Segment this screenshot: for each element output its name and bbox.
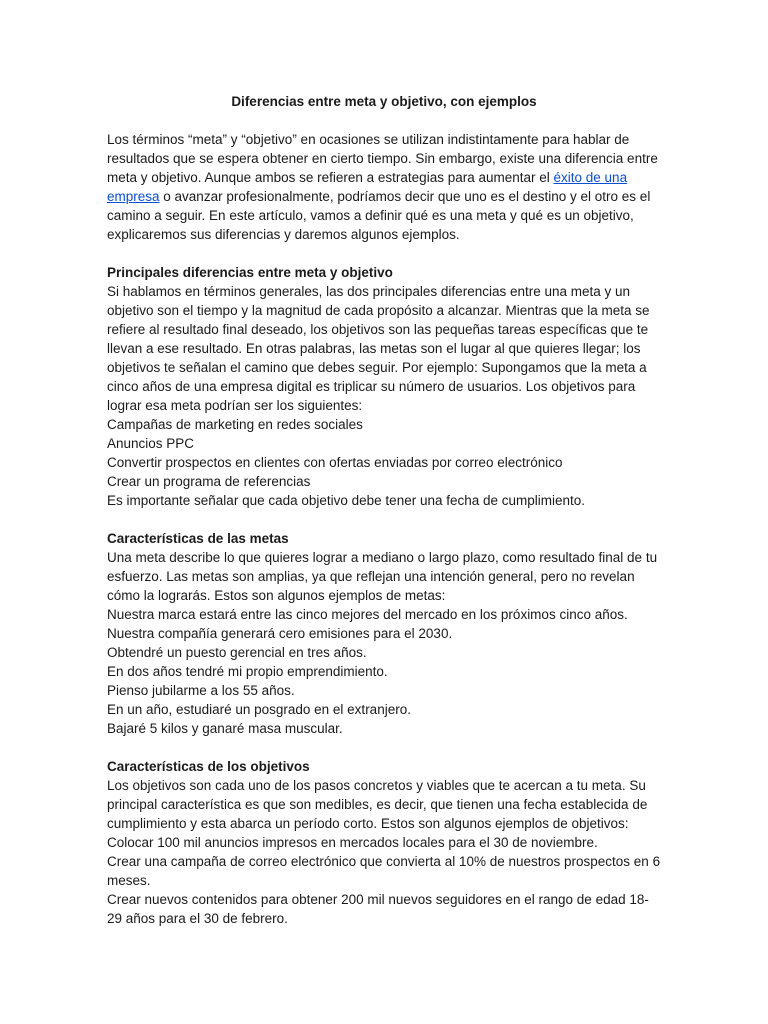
list-item: Nuestra marca estará entre las cinco mejores del mercado en los próximos cinco años.	[107, 607, 628, 622]
list-item: Pienso jubilarme a los 55 años.	[107, 683, 295, 698]
section-paragraph-goals: Una meta describe lo que quieres lograr a mediano o largo plazo, como resultado final de tu esfuerzo. Las metas son amplias, ya que reflejan una intención general, pero no revelan cómo la lograrás. Estos son algunos ejemplos de metas:	[107, 550, 658, 603]
list-item: Convertir prospectos en clientes con ofertas enviadas por correo electrónico	[107, 455, 563, 470]
list-item: En dos años tendré mi propio emprendimiento.	[107, 664, 388, 679]
document-page	[107, 92, 661, 928]
intro-text-before-link: Los términos “meta” y “objetivo” en ocasiones se utilizan indistintamente para hablar de resultados que se espera obtener en cierto tiempo. Sin embargo, existe una diferencia entre meta y objetivo. Aunque ambos se refieren a estrategias para aumentar el	[107, 132, 658, 185]
document-title: Diferencias entre meta y objetivo, con ejemplos	[231, 94, 537, 109]
list-item: Crear nuevos contenidos para obtener 200 mil nuevos seguidores en el rango de edad 18-29 años para el 30 de febrero.	[107, 892, 649, 926]
list-item: En un año, estudiaré un posgrado en el extranjero.	[107, 702, 411, 717]
list-item: Anuncios PPC	[107, 436, 195, 451]
list-item: Campañas de marketing en redes sociales	[107, 417, 363, 432]
section-differences	[107, 263, 661, 510]
section-heading-differences: Principales diferencias entre meta y objetivo	[107, 265, 393, 280]
list-item: Bajaré 5 kilos y ganaré masa muscular.	[107, 721, 343, 736]
list-item: Nuestra compañía generará cero emisiones para el 2030.	[107, 626, 453, 641]
section-heading-goals: Características de las metas	[107, 531, 289, 546]
list-item: Crear una campaña de correo electrónico que convierta al 10% de nuestros prospectos en 6 meses.	[107, 854, 661, 888]
section-paragraph-objectives: Los objetivos son cada uno de los pasos concretos y viables que te acercan a tu meta. Su principal característica es que son medibles, es decir, que tienen una fecha establecida de cumplimiento y esta abarca un período corto. Estos son algunos ejemplos de objetivos:	[107, 778, 648, 831]
exito-empresa-link[interactable]: éxito de una empresa	[107, 170, 628, 204]
intro-paragraph	[107, 130, 661, 244]
section-heading-objectives: Características de los objetivos	[107, 759, 310, 774]
list-item: Obtendré un puesto gerencial en tres años.	[107, 645, 367, 660]
section-paragraph-differences: Si hablamos en términos generales, las dos principales diferencias entre una meta y un objetivo son el tiempo y la magnitud de cada propósito a alcanzar. Mientras que la meta se refiere al resultado final deseado, los objetivos son las pequeñas tareas específicas que te llevan a ese resultado. En otras palabras, las metas son el lugar al que quieres llegar; los objetivos te señalan el camino que debes seguir. Por ejemplo: Supongamos que la meta a cinco años de una empresa digital es triplicar su número de usuarios. Los objetivos para lograr esa meta podrían ser los siguientes:	[107, 284, 650, 413]
list-item: Crear un programa de referencias	[107, 474, 311, 489]
section-goals	[107, 529, 661, 738]
section-objectives	[107, 757, 661, 928]
list-item: Es importante señalar que cada objetivo debe tener una fecha de cumplimiento.	[107, 493, 586, 508]
list-item: Colocar 100 mil anuncios impresos en mercados locales para el 30 de noviembre.	[107, 835, 598, 850]
intro-text-after-link: o avanzar profesionalmente, podríamos decir que uno es el destino y el otro es el camino a seguir. En este artículo, vamos a definir qué es una meta y qué es un objetivo, explicaremos sus diferencias y daremos algunos ejemplos.	[107, 189, 651, 242]
